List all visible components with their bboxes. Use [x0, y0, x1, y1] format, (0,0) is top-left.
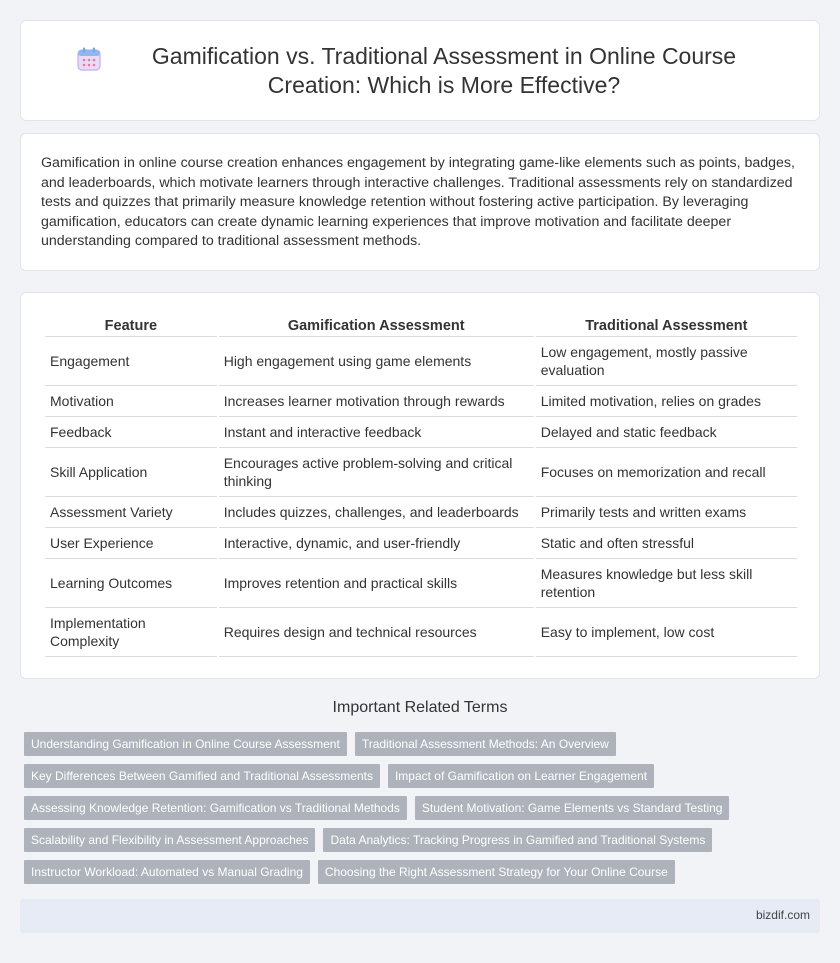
related-terms-list	[24, 732, 824, 892]
table-cell: Feedback	[45, 417, 217, 448]
table-cell: Skill Application	[45, 448, 217, 497]
footer-bar	[20, 899, 820, 933]
intro-text: Gamification in online course creation enhances engagement by integrating game-like elements such as points, badges, and leaderboards, which motivate learners through interactive challenges. Traditional assessments rely on standardized tests and quizzes that primarily measure knowledge retention without fostering active participation. By leveraging gamification, educators can create dynamic learning experiences that improve motivation and facilitate deeper understanding compared to traditional assessment methods.	[41, 155, 795, 250]
table-cell: Primarily tests and written exams	[536, 497, 797, 528]
table-cell: Engagement	[45, 337, 217, 386]
page-title: Gamification vs. Traditional Assessment in Online Course Creation: Which is More Effective?	[151, 42, 737, 98]
table-cell: High engagement using game elements	[219, 337, 534, 386]
table-cell: User Experience	[45, 528, 217, 559]
related-term-link[interactable]: Student Motivation: Game Elements vs Standard Testing	[415, 796, 730, 820]
calendar-icon	[76, 46, 102, 77]
footer-site-link[interactable]: bizdif.com	[755, 908, 810, 922]
table-row	[45, 386, 797, 417]
table-cell: Easy to implement, low cost	[536, 608, 797, 657]
table-cell: Learning Outcomes	[45, 559, 217, 608]
table-cell: Measures knowledge but less skill retention	[536, 559, 797, 608]
title-card	[20, 20, 820, 121]
table-cell: Assessment Variety	[45, 497, 217, 528]
related-term-link[interactable]: Instructor Workload: Automated vs Manual Grading	[24, 860, 310, 884]
table-cell: Improves retention and practical skills	[219, 559, 534, 608]
table-cell: Focuses on memorization and recall	[536, 448, 797, 497]
related-term-link[interactable]: Data Analytics: Tracking Progress in Gamified and Traditional Systems	[323, 828, 712, 852]
intro-card	[20, 133, 820, 271]
header-gamification: Gamification Assessment	[219, 311, 534, 337]
table-cell: Limited motivation, relies on grades	[536, 386, 797, 417]
header-traditional: Traditional Assessment	[536, 311, 797, 337]
comparison-table	[43, 311, 799, 657]
table-cell: Requires design and technical resources	[219, 608, 534, 657]
table-cell: Motivation	[45, 386, 217, 417]
table-cell: Implementation Complexity	[45, 608, 217, 657]
table-cell: Increases learner motivation through rewards	[219, 386, 534, 417]
related-term-link[interactable]: Scalability and Flexibility in Assessment Approaches	[24, 828, 315, 852]
table-row	[45, 497, 797, 528]
table-row	[45, 417, 797, 448]
related-term-link[interactable]: Understanding Gamification in Online Course Assessment	[24, 732, 347, 756]
related-term-link[interactable]: Traditional Assessment Methods: An Overview	[355, 732, 616, 756]
table-cell: Includes quizzes, challenges, and leaderboards	[219, 497, 534, 528]
table-cell: Low engagement, mostly passive evaluation	[536, 337, 797, 386]
header-feature: Feature	[45, 311, 217, 337]
table-cell: Static and often stressful	[536, 528, 797, 559]
related-term-link[interactable]: Key Differences Between Gamified and Traditional Assessments	[24, 764, 380, 788]
table-row	[45, 608, 797, 657]
related-term-link[interactable]: Choosing the Right Assessment Strategy for Your Online Course	[318, 860, 675, 884]
table-cell: Interactive, dynamic, and user-friendly	[219, 528, 534, 559]
table-row	[45, 448, 797, 497]
table-cell: Encourages active problem-solving and critical thinking	[219, 448, 534, 497]
related-term-link[interactable]: Assessing Knowledge Retention: Gamification vs Traditional Methods	[24, 796, 407, 820]
table-row	[45, 559, 797, 608]
table-cell: Instant and interactive feedback	[219, 417, 534, 448]
table-row	[45, 528, 797, 559]
related-terms-title: Important Related Terms	[332, 699, 508, 716]
comparison-table-card	[20, 292, 820, 679]
table-row	[45, 337, 797, 386]
related-term-link[interactable]: Impact of Gamification on Learner Engagement	[388, 764, 654, 788]
table-header-row	[45, 311, 797, 337]
table-cell: Delayed and static feedback	[536, 417, 797, 448]
